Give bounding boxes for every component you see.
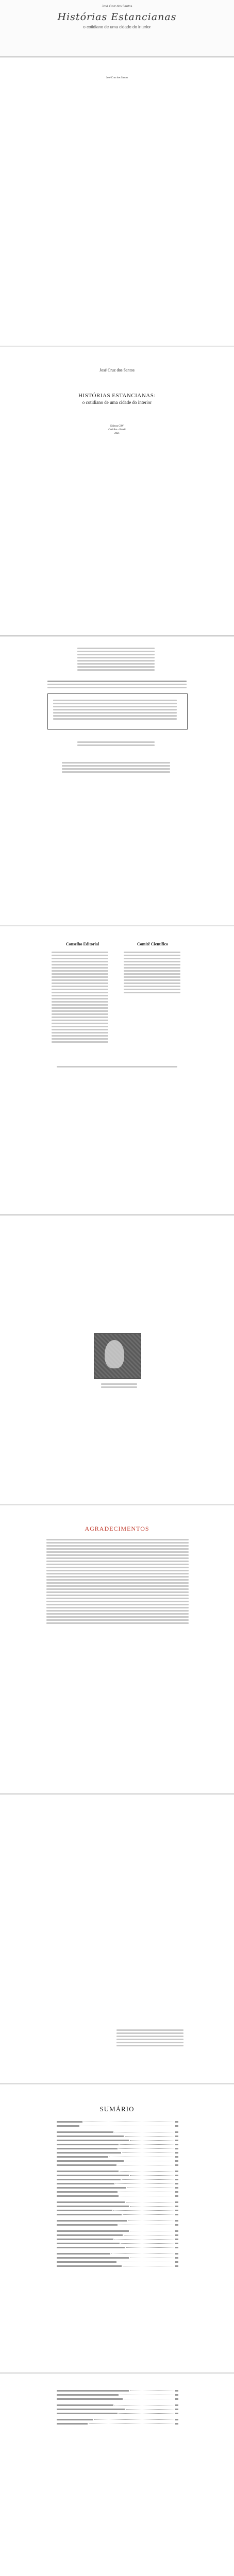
scientific-committee-heading: Comitê Científico — [137, 942, 169, 946]
editorial-credits — [77, 646, 155, 672]
toc-entry[interactable] — [57, 2131, 178, 2133]
cover-subtitle: o cotidiano de uma cidade do interior — [83, 25, 151, 29]
toc-entry[interactable] — [57, 2422, 178, 2425]
publication-year: 2021 — [114, 432, 120, 435]
toc-entry[interactable] — [57, 2261, 178, 2263]
editorial-board-heading: Conselho Editorial — [65, 942, 99, 946]
toc-entry[interactable] — [57, 2252, 178, 2255]
toc-entry[interactable] — [57, 2418, 178, 2420]
toc-entry[interactable] — [57, 2404, 178, 2406]
title-page-subtitle: o cotidiano de uma cidade do interior — [82, 400, 152, 405]
toc-entry[interactable] — [57, 2170, 178, 2172]
dedication-page — [0, 1216, 234, 1504]
copyright-page — [0, 637, 234, 925]
summary-heading: SUMÁRIO — [99, 2105, 135, 2113]
cover-author: José Cruz dos Santos — [102, 5, 132, 8]
summary-page — [0, 2084, 234, 2373]
acknowledgments-text — [46, 1537, 189, 1625]
toc-entry[interactable] — [57, 2246, 178, 2248]
toc-entry[interactable] — [57, 2147, 178, 2149]
acknowledgments-page — [0, 1505, 234, 1794]
toc-entry[interactable] — [57, 2187, 178, 2189]
toc-entry[interactable] — [57, 2191, 178, 2193]
toc-entry[interactable] — [57, 2265, 178, 2267]
toc-entry[interactable] — [57, 2213, 178, 2215]
toc-entry[interactable] — [57, 2242, 178, 2244]
isbn-doi — [77, 740, 155, 748]
toc-entry[interactable] — [57, 2412, 178, 2414]
epigraph — [116, 2028, 183, 2048]
toc-entry[interactable] — [57, 2139, 178, 2141]
toc-entry[interactable] — [57, 2143, 178, 2145]
toc-entry[interactable] — [57, 2174, 178, 2176]
toc-entry[interactable] — [57, 2121, 178, 2123]
publisher: Editora CRV — [110, 425, 124, 428]
title-page — [0, 347, 234, 636]
toc-entry[interactable] — [57, 2257, 178, 2259]
toc-entry[interactable] — [57, 2408, 178, 2410]
toc-entry[interactable] — [57, 2201, 178, 2203]
toc-entry[interactable] — [57, 2389, 178, 2392]
scientific-committee-list — [124, 950, 180, 995]
toc-entry[interactable] — [57, 2156, 178, 2158]
publisher-place: Curitiba – Brasil — [108, 429, 126, 431]
toc-entry[interactable] — [57, 2230, 178, 2232]
toc-entry[interactable] — [57, 2164, 178, 2166]
toc-entry[interactable] — [57, 2394, 178, 2396]
toc-entry[interactable] — [57, 2209, 178, 2211]
cover-title: Histórias Estancianas — [57, 11, 177, 23]
toc-entry[interactable] — [57, 2178, 178, 2180]
toc-entry[interactable] — [57, 2135, 178, 2137]
toc-entry[interactable] — [57, 2219, 178, 2222]
photo-caption — [101, 1382, 137, 1389]
catalog-record-box — [47, 693, 188, 730]
cover-page — [0, 0, 234, 57]
toc-entry[interactable] — [57, 2195, 178, 2197]
title-page-title: HISTÓRIAS ESTANCIANAS: — [78, 393, 156, 399]
toc-entry[interactable] — [57, 2182, 178, 2184]
peer-review-note — [57, 1064, 177, 1069]
title-page-author: José Cruz dos Santos — [99, 368, 135, 372]
toc-entry[interactable] — [57, 2160, 178, 2162]
toc-entry[interactable] — [57, 2205, 178, 2207]
toc-entry[interactable] — [57, 2398, 178, 2400]
board-page — [0, 926, 234, 1215]
acknowledgments-heading: AGRADECIMENTOS — [85, 1525, 149, 1532]
epigraph-page — [0, 1795, 234, 2083]
toc-entry[interactable] — [57, 2234, 178, 2236]
copyright-notice — [62, 760, 170, 774]
author-name: José Cruz dos Santos — [106, 77, 128, 79]
summary-continued-page — [0, 2374, 234, 2576]
toc-entry[interactable] — [57, 2151, 178, 2154]
catalog-header — [47, 679, 187, 690]
author-page — [0, 58, 234, 346]
editorial-board-list — [52, 950, 108, 1044]
author-photo — [94, 1333, 141, 1379]
toc-entry[interactable] — [57, 2238, 178, 2240]
toc-entry[interactable] — [57, 2125, 178, 2127]
toc-entry[interactable] — [57, 2224, 178, 2226]
